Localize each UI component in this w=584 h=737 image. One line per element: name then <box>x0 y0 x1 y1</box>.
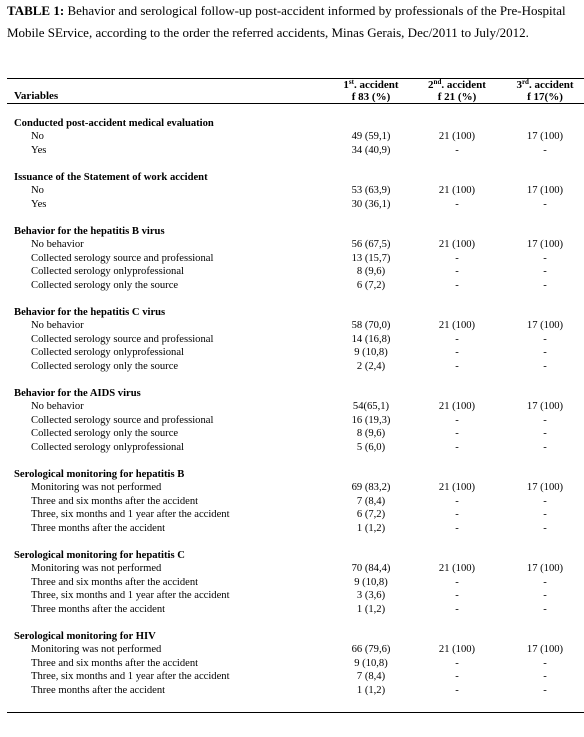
cell-first-accident: 1 (1,2) <box>356 684 386 696</box>
cell-first-accident: 49 (59,1) <box>351 131 391 142</box>
table-row <box>0 346 584 360</box>
cell-third-accident: - <box>543 576 547 588</box>
cell-first-accident: 14 (16,8) <box>351 333 391 345</box>
cell-second-accident: - <box>455 144 459 156</box>
cell-third-accident: - <box>543 266 547 277</box>
table-row <box>0 130 584 144</box>
row-label: Three and six months after the accident <box>31 495 199 507</box>
cell-first-accident: 16 (19,3) <box>351 414 391 426</box>
cell-second-accident: - <box>455 671 459 682</box>
cell-first-accident: 6 (7,2) <box>356 509 386 520</box>
cell-second-accident: 21 (100) <box>438 131 476 142</box>
cell-second-accident: - <box>455 522 459 534</box>
cell-second-accident: - <box>455 360 459 372</box>
row-label: No behavior <box>31 401 84 412</box>
cell-third-accident: - <box>543 347 547 358</box>
cell-second-accident: - <box>455 279 459 291</box>
cell-first-accident: 54(65,1) <box>352 401 390 412</box>
cell-first-accident: 1 (1,2) <box>356 522 386 534</box>
row-label: Collected serology source and professional <box>31 414 214 426</box>
row-label: Three, six months and 1 year after the accident <box>31 509 230 520</box>
table-caption-label: TABLE 1: <box>7 3 65 18</box>
row-label: No behavior <box>31 320 84 331</box>
cell-third-accident: - <box>543 603 547 615</box>
cell-third-accident: - <box>543 252 547 264</box>
cell-first-accident: 6 (7,2) <box>356 279 386 291</box>
row-label: Three and six months after the accident <box>31 657 199 669</box>
row-label: Monitoring was not performed <box>31 482 162 493</box>
section-header <box>0 468 584 482</box>
cell-second-accident: - <box>455 347 459 358</box>
cell-first-accident: 30 (36,1) <box>351 198 391 210</box>
row-label: Three months after the accident <box>31 522 166 534</box>
section-header <box>0 387 584 401</box>
row-label: Three months after the accident <box>31 603 166 615</box>
section-title: Behavior for the hepatitis B virus <box>14 225 165 237</box>
bottom-rule <box>7 712 584 713</box>
cell-second-accident: - <box>455 495 459 507</box>
cell-third-accident: - <box>543 657 547 669</box>
cell-first-accident: 5 (6,0) <box>356 441 386 453</box>
cell-second-accident: - <box>455 509 459 520</box>
header-col1-num: 1 <box>343 79 349 91</box>
cell-third-accident: - <box>543 144 547 156</box>
cell-second-accident: 21 (100) <box>438 563 476 574</box>
table-row <box>0 333 584 347</box>
row-label: Collected serology onlyprofessional <box>31 266 184 277</box>
cell-first-accident: 66 (79,6) <box>351 644 391 655</box>
row-label: Three, six months and 1 year after the accident <box>31 671 230 682</box>
section-header <box>0 549 584 563</box>
cell-third-accident: - <box>543 671 547 682</box>
header-col3-sup: rd <box>521 78 529 86</box>
cell-first-accident: 56 (67,5) <box>351 239 391 250</box>
table-row <box>0 252 584 266</box>
cell-third-accident: - <box>543 522 547 534</box>
table-row <box>0 603 584 617</box>
cell-third-accident: - <box>543 509 547 520</box>
table-row <box>0 495 584 509</box>
cell-first-accident: 2 (2,4) <box>356 360 386 372</box>
section-header <box>0 306 584 320</box>
cell-first-accident: 9 (10,8) <box>354 576 388 588</box>
cell-second-accident: - <box>455 684 459 696</box>
cell-second-accident: - <box>455 198 459 210</box>
header-col3-num: 3 <box>516 79 522 91</box>
cell-first-accident: 53 (63,9) <box>351 185 391 196</box>
cell-second-accident: - <box>455 441 459 453</box>
section-title: Behavior for the hepatitis C virus <box>14 306 166 318</box>
row-label: No <box>31 131 44 142</box>
header-col1-rest: . accident <box>353 79 399 91</box>
table-row <box>0 427 584 441</box>
cell-second-accident: 21 (100) <box>438 401 476 412</box>
table-row <box>0 643 584 657</box>
table-row <box>0 441 584 455</box>
cell-third-accident: - <box>543 441 547 453</box>
row-label: Collected serology source and professional <box>31 333 214 345</box>
header-col2-num: 2 <box>428 79 434 91</box>
header-col2-sup: nd <box>433 78 442 86</box>
table-row <box>0 238 584 252</box>
table-row <box>0 508 584 522</box>
cell-third-accident: - <box>543 360 547 372</box>
cell-first-accident: 7 (8,4) <box>356 671 386 682</box>
header-col1-sup: st <box>348 78 354 86</box>
cell-first-accident: 1 (1,2) <box>356 603 386 615</box>
cell-first-accident: 7 (8,4) <box>356 495 386 507</box>
cell-third-accident: 17 (100) <box>526 320 564 331</box>
cell-third-accident: - <box>543 279 547 291</box>
row-label: Collected serology only the source <box>31 360 179 372</box>
section-title: Serological monitoring for HIV <box>14 630 156 642</box>
row-label: No <box>31 185 44 196</box>
section-title: Issuance of the Statement of work accident <box>14 171 208 183</box>
table-caption-text: Behavior and serological follow-up post-accident informed by professionals of the Pre-Hospital Mobile SErvice, according to the order the referred accidents, Minas Gerais, Dec/2011 to July/2012. <box>7 3 566 40</box>
table-row <box>0 576 584 590</box>
section-header <box>0 171 584 185</box>
cell-third-accident: - <box>543 684 547 696</box>
table-row <box>0 144 584 158</box>
row-label: Three, six months and 1 year after the accident <box>31 590 230 601</box>
cell-third-accident: 17 (100) <box>526 563 564 574</box>
row-label: Yes <box>31 198 47 210</box>
table-row <box>0 684 584 698</box>
row-label: Collected serology only the source <box>31 428 179 439</box>
cell-first-accident: 9 (10,8) <box>354 657 388 669</box>
cell-first-accident: 70 (84,4) <box>351 563 391 574</box>
header-col2-rest: . accident <box>441 79 486 91</box>
table-row <box>0 670 584 684</box>
cell-second-accident: - <box>455 428 459 439</box>
cell-second-accident: - <box>455 657 459 669</box>
row-label: Collected serology only the source <box>31 279 179 291</box>
cell-second-accident: 21 (100) <box>438 185 476 196</box>
cell-second-accident: - <box>455 252 459 264</box>
cell-first-accident: 34 (40,9) <box>351 144 391 156</box>
cell-second-accident: 21 (100) <box>438 644 476 655</box>
row-label: Collected serology onlyprofessional <box>31 347 184 358</box>
cell-first-accident: 3 (3,6) <box>356 590 386 601</box>
cell-third-accident: 17 (100) <box>526 185 564 196</box>
cell-third-accident: 17 (100) <box>526 239 564 250</box>
table-row <box>0 360 584 374</box>
row-label: Three months after the accident <box>31 684 166 696</box>
cell-second-accident: - <box>455 414 459 426</box>
header-col1-sub: f 83 (%) <box>351 91 391 103</box>
row-label: Monitoring was not performed <box>31 644 162 655</box>
section-title: Serological monitoring for hepatitis B <box>14 468 185 480</box>
section-title: Conducted post-accident medical evaluation <box>14 117 214 129</box>
table-row <box>0 400 584 414</box>
table-row <box>0 184 584 198</box>
cell-third-accident: 17 (100) <box>526 644 564 655</box>
table-row <box>0 589 584 603</box>
table-row <box>0 319 584 333</box>
section-header <box>0 117 584 131</box>
cell-first-accident: 8 (9,6) <box>356 428 386 439</box>
cell-third-accident: 17 (100) <box>526 482 564 493</box>
cell-third-accident: - <box>543 198 547 210</box>
table-row <box>0 198 584 212</box>
cell-second-accident: 21 (100) <box>438 482 476 493</box>
row-label: Monitoring was not performed <box>31 563 162 574</box>
header-col3-rest: . accident <box>528 79 574 91</box>
header-variables: Variables <box>14 90 59 102</box>
cell-first-accident: 58 (70,0) <box>351 320 391 331</box>
section-title: Behavior for the AIDS virus <box>14 387 141 399</box>
cell-first-accident: 69 (83,2) <box>351 482 391 493</box>
cell-third-accident: - <box>543 428 547 439</box>
section-title: Serological monitoring for hepatitis C <box>14 549 185 561</box>
cell-second-accident: - <box>455 266 459 277</box>
table-row <box>0 414 584 428</box>
cell-second-accident: - <box>455 333 459 345</box>
cell-second-accident: 21 (100) <box>438 320 476 331</box>
cell-second-accident: 21 (100) <box>438 239 476 250</box>
cell-second-accident: - <box>455 603 459 615</box>
row-label: No behavior <box>31 239 84 250</box>
cell-first-accident: 13 (15,7) <box>351 252 391 264</box>
table-row <box>0 522 584 536</box>
cell-third-accident: - <box>543 495 547 507</box>
section-header <box>0 630 584 644</box>
cell-first-accident: 8 (9,6) <box>356 266 386 277</box>
cell-third-accident: - <box>543 333 547 345</box>
table-row <box>0 657 584 671</box>
cell-second-accident: - <box>455 576 459 588</box>
cell-first-accident: 9 (10,8) <box>354 347 388 358</box>
cell-third-accident: 17 (100) <box>526 401 564 412</box>
table-row <box>0 265 584 279</box>
row-label: Collected serology source and professional <box>31 252 214 264</box>
cell-second-accident: - <box>455 590 459 601</box>
section-header <box>0 225 584 239</box>
table-row <box>0 481 584 495</box>
row-label: Collected serology onlyprofessional <box>31 441 184 453</box>
table-row <box>0 562 584 576</box>
table-row <box>0 279 584 293</box>
header-col3-sub: f 17(%) <box>527 91 563 103</box>
cell-third-accident: - <box>543 414 547 426</box>
row-label: Yes <box>31 144 47 156</box>
row-label: Three and six months after the accident <box>31 576 199 588</box>
header-col2-sub: f 21 (%) <box>437 91 477 103</box>
cell-third-accident: - <box>543 590 547 601</box>
cell-third-accident: 17 (100) <box>526 131 564 142</box>
